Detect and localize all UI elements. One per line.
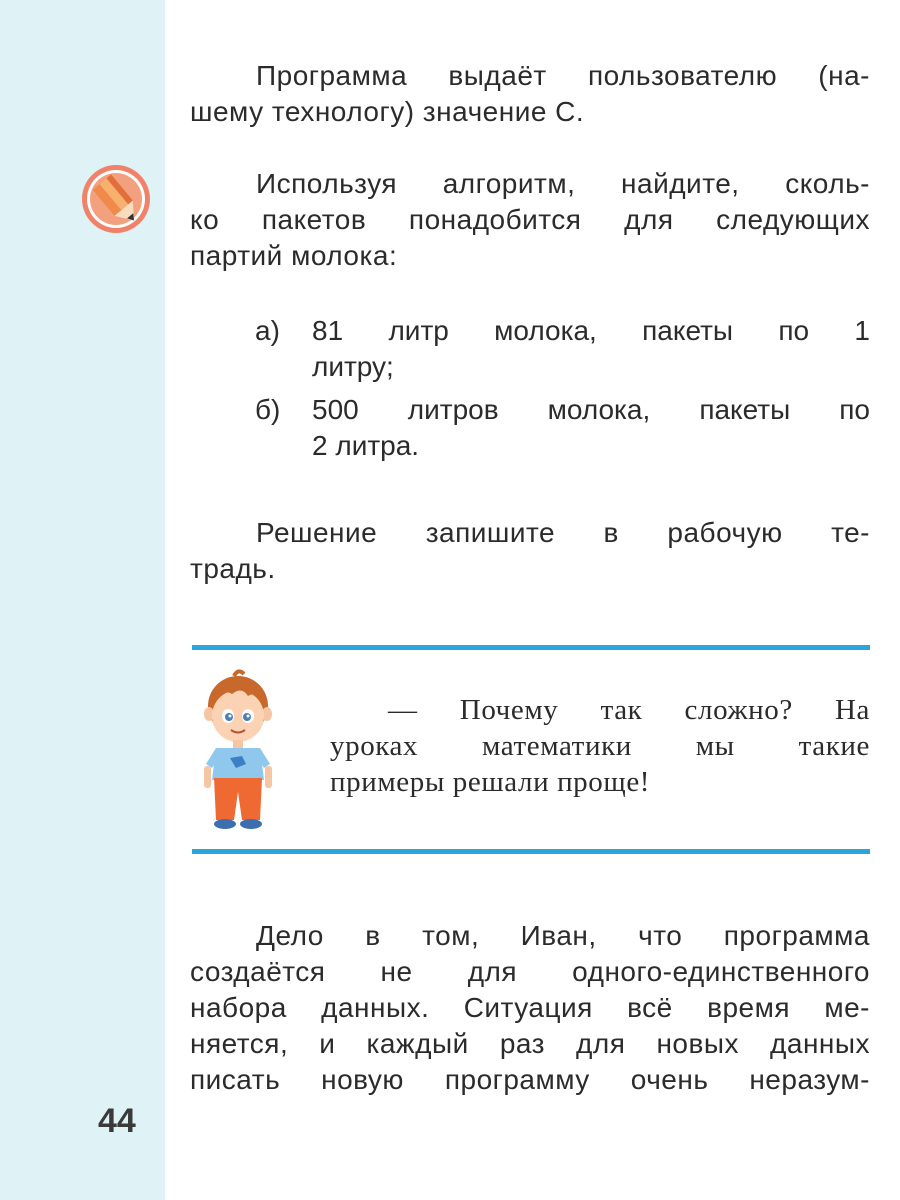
text-line: Дело в том, Иван, что программа	[256, 920, 870, 951]
list-item	[255, 392, 870, 464]
text-line: примеры решали проще!	[330, 766, 651, 798]
text-line: 81 литр молока, пакеты по 1	[312, 315, 870, 346]
text-line: Программа выдаёт пользователю (на-	[256, 60, 870, 91]
pencil-icon	[80, 163, 152, 235]
text-line: писать новую программу очень неразум-	[190, 1064, 870, 1095]
intro-paragraph	[190, 58, 870, 130]
note-paragraph	[190, 515, 870, 587]
dialogue-text	[330, 692, 870, 800]
text-line: няется, и каждый раз для новых данных	[190, 1028, 870, 1059]
explanation-paragraph	[190, 918, 870, 1098]
page-number: 44	[98, 1102, 136, 1140]
divider-top	[192, 645, 870, 650]
text-line: 500 литров молока, пакеты по	[312, 394, 870, 425]
text-line: уроках математики мы такие	[330, 730, 870, 762]
text-line: 2 литра.	[312, 430, 420, 461]
task-paragraph	[190, 166, 870, 274]
text-line: партий молока:	[190, 240, 398, 271]
list-marker: а)	[255, 315, 280, 346]
text-line: традь.	[190, 553, 276, 584]
divider-bottom	[192, 849, 870, 854]
text-line: литру;	[312, 351, 394, 382]
boy-illustration	[198, 668, 278, 833]
text-line: создаётся не для одного-единственного	[190, 956, 870, 987]
text-line: ко пакетов понадобится для следующих	[190, 204, 870, 235]
list-marker: б)	[255, 394, 281, 425]
text-line: Решение запишите в рабочую те-	[256, 517, 870, 548]
list-item	[255, 313, 870, 385]
text-line: набора данных. Ситуация всё время ме-	[190, 992, 870, 1023]
text-line: шему технологу) значение С.	[190, 96, 585, 127]
text-line: Используя алгоритм, найдите, сколь-	[256, 168, 870, 199]
text-line: — Почему так сложно? На	[388, 694, 870, 726]
